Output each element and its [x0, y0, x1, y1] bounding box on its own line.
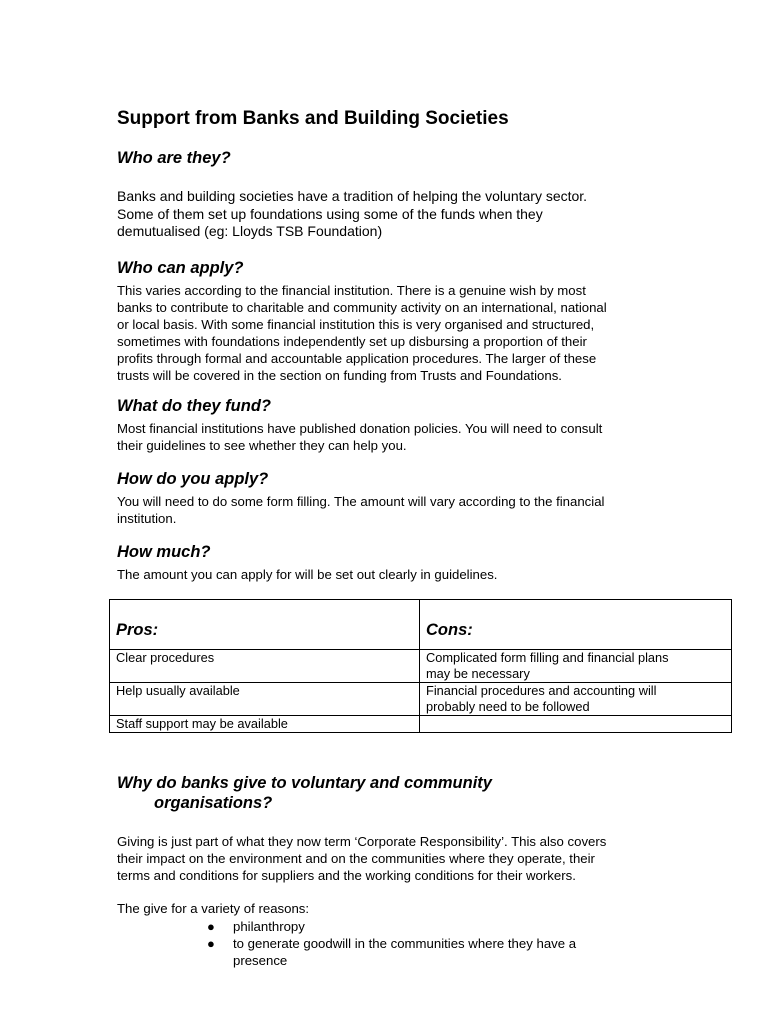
text-line: their impact on the environment and on the communities where they operate, their [117, 851, 595, 866]
list-item [207, 935, 627, 969]
con-cell [420, 716, 732, 733]
pro-cell [110, 683, 420, 716]
paragraph-how-much [117, 566, 677, 583]
heading-how-much: How much? [117, 543, 211, 561]
text-line: terms and conditions for suppliers and the working conditions for their workers. [117, 868, 576, 883]
cell-text: may be necessary [426, 666, 530, 681]
heading-line: Why do banks give to voluntary and community [117, 774, 492, 792]
cell-text: probably need to be followed [426, 699, 590, 714]
reasons-list [207, 918, 627, 969]
con-cell [420, 650, 732, 683]
text-line: Most financial institutions have published donation policies. You will need to consult [117, 421, 603, 436]
heading-why-do-banks-give [117, 773, 492, 813]
cons-header: Cons: [420, 600, 732, 650]
paragraph-how-do-you-apply [117, 493, 677, 527]
text-line: philanthropy [233, 919, 305, 934]
paragraph-who-are-they [117, 188, 677, 241]
bullet-icon: ● [207, 919, 215, 934]
bullet-icon: ● [207, 936, 215, 951]
text-line: to generate goodwill in the communities where they have a [233, 936, 577, 951]
text-line: Giving is just part of what they now term ‘Corporate Responsibility’. This also covers [117, 834, 607, 849]
cell-text: Complicated form filling and financial plans [426, 650, 669, 665]
table-row [110, 683, 732, 716]
cell-text: Staff support may be available [116, 716, 288, 731]
text-line: banks to contribute to charitable and community activity on an international, national [117, 300, 607, 315]
table-header-row [110, 600, 732, 650]
paragraph-what-do-they-fund [117, 420, 677, 454]
heading-what-do-they-fund: What do they fund? [117, 397, 271, 415]
heading-how-do-you-apply: How do you apply? [117, 470, 269, 488]
text-line: demutualised (eg: Lloyds TSB Foundation) [117, 223, 383, 239]
cell-text: Clear procedures [116, 650, 215, 665]
text-line: You will need to do some form filling. The amount will vary according to the financial [117, 494, 605, 509]
paragraph-corporate-responsibility [117, 833, 677, 884]
text-line: institution. [117, 511, 177, 526]
text-line: Banks and building societies have a tradition of helping the voluntary sector. [117, 188, 588, 204]
text-line: The amount you can apply for will be set out clearly in guidelines. [117, 567, 498, 582]
pro-cell [110, 716, 420, 733]
page-title: Support from Banks and Building Societies [117, 108, 509, 129]
heading-who-can-apply: Who can apply? [117, 259, 244, 277]
text-line: or local basis. With some financial institution this is very organised and structured, [117, 317, 595, 332]
paragraph-who-can-apply [117, 282, 677, 384]
list-item-text [233, 935, 576, 969]
text-line: presence [233, 953, 288, 968]
text-line: profits through formal and accountable application procedures. The larger of these [117, 351, 597, 366]
text-line: sometimes with foundations independently set up disbursing a proportion of their [117, 334, 587, 349]
text-line: their guidelines to see whether they can help you. [117, 438, 407, 453]
cell-text: Financial procedures and accounting will [426, 683, 657, 698]
text-line: Some of them set up foundations using some of the funds when they [117, 205, 543, 222]
table-row [110, 716, 732, 733]
text-line: This varies according to the financial institution. There is a genuine wish by most [117, 283, 586, 298]
heading-line: organisations? [154, 794, 273, 812]
list-item-text [233, 918, 305, 935]
cell-text: Help usually available [116, 683, 240, 698]
reasons-intro: The give for a variety of reasons: [117, 901, 310, 916]
heading-who-are-they: Who are they? [117, 149, 231, 167]
pro-cell [110, 650, 420, 683]
pros-header: Pros: [110, 600, 420, 650]
text-line: trusts will be covered in the section on funding from Trusts and Foundations. [117, 368, 562, 383]
pros-cons-table [109, 599, 732, 733]
list-item [207, 918, 627, 935]
con-cell [420, 683, 732, 716]
table-row [110, 650, 732, 683]
